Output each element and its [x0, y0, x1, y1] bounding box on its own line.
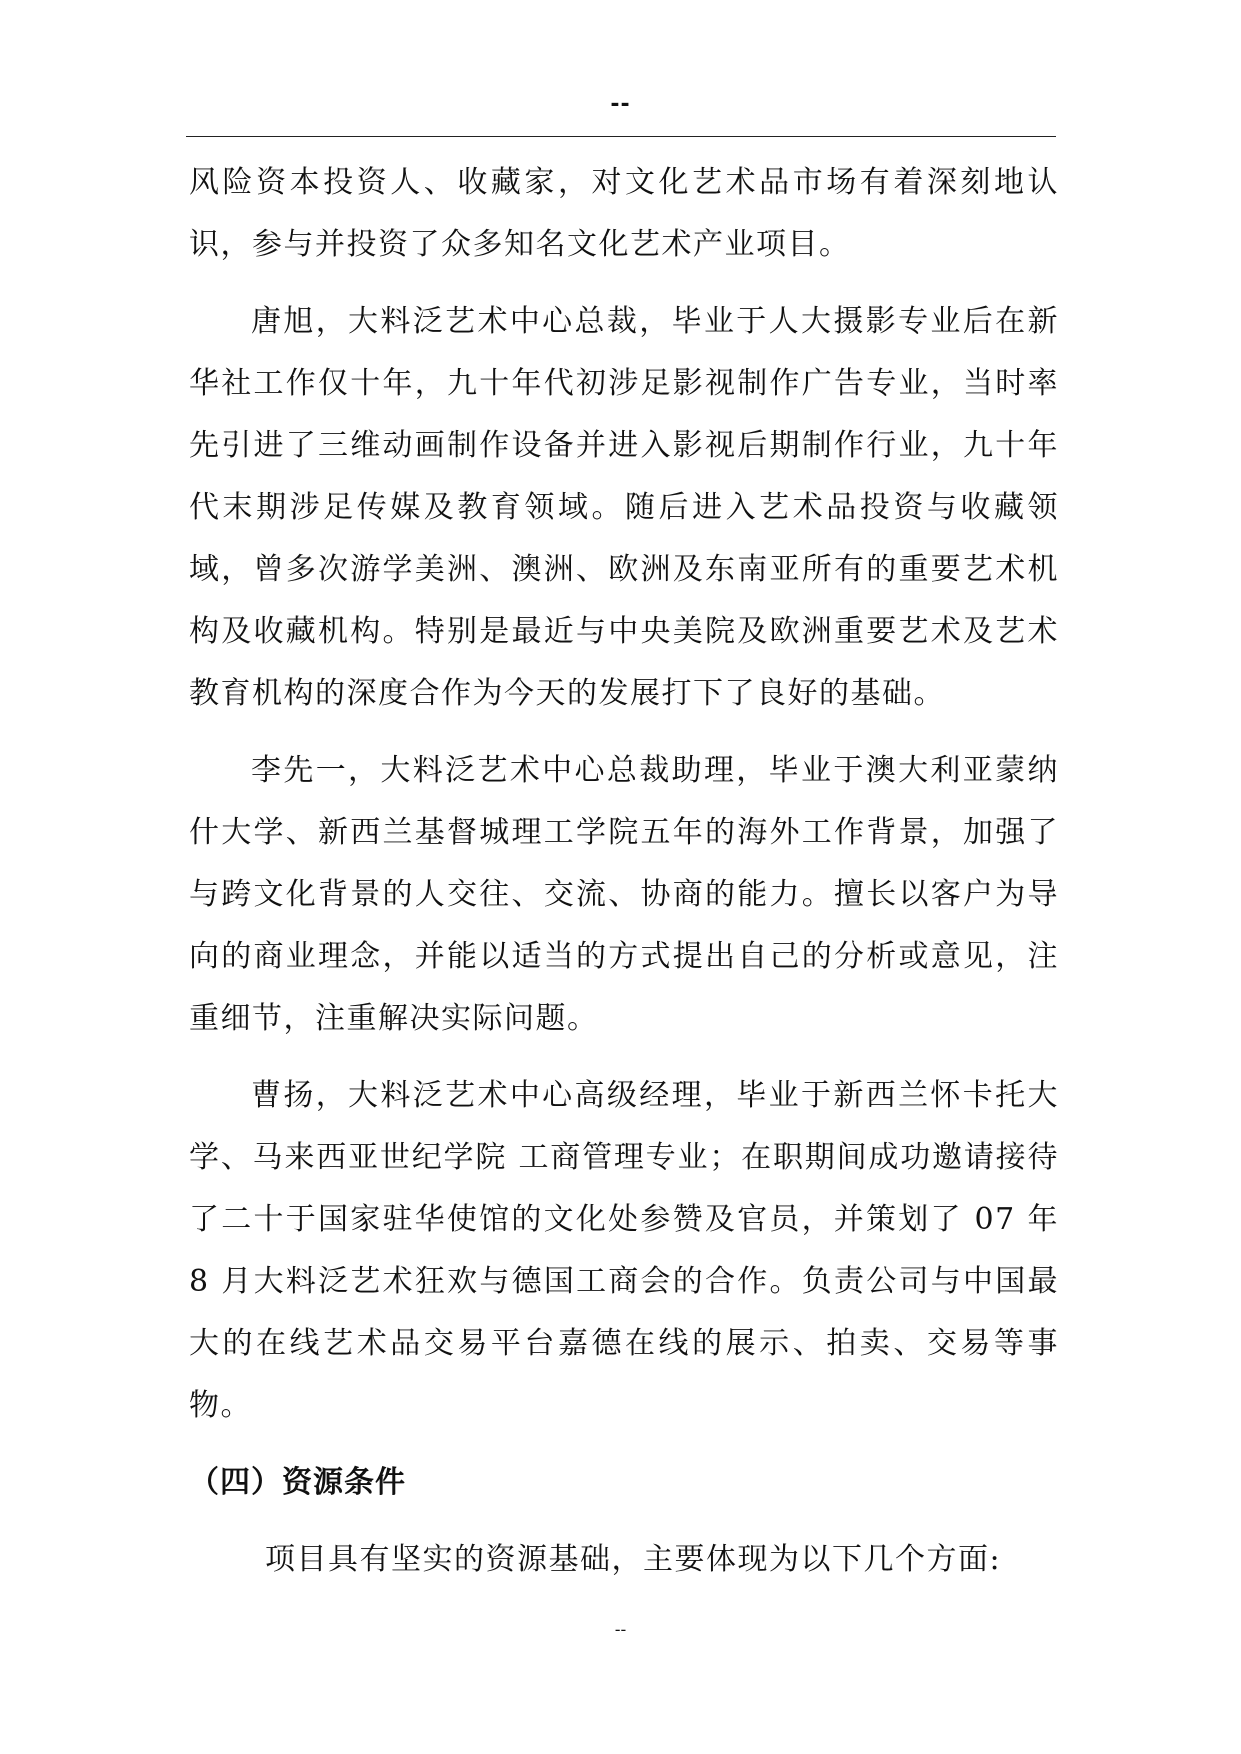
document-body [189, 152, 1059, 1591]
paragraph-tang-xu: 唐旭，大料泛艺术中心总裁，毕业于人大摄影专业后在新华社工作仅十年，九十年代初涉足影视制作广告专业，当时率先引进了三维动画制作设备并进入影视后期制作行业，九十年代末期涉足传媒及教育领域。随后进入艺术品投资与收藏领域，曾多次游学美洲、澳洲、欧洲及东南亚所有的重要艺术机构及收藏机构。特别是最近与中央美院及欧洲重要艺术及艺术教育机构的深度合作为今天的发展打下了良好的基础。 [189, 304, 1059, 711]
paragraph-li-xianyi: 李先一，大料泛艺术中心总裁助理，毕业于澳大利亚蒙纳什大学、新西兰基督城理工学院五年的海外工作背景，加强了与跨文化背景的人交往、交流、协商的能力。擅长以客户为导向的商业理念，并能以适当的方式提出自己的分析或意见，注重细节，注重解决实际问题。 [189, 753, 1059, 1036]
page-footer-mark: -- [614, 1620, 627, 1639]
page-header-mark: -- [610, 92, 631, 117]
section-intro: 项目具有坚实的资源基础，主要体现为以下几个方面: [265, 1542, 1002, 1577]
paragraph-gap [189, 725, 1059, 740]
paragraph-continuation: 风险资本投资人、收藏家，对文化艺术品市场有着深刻地认识，参与并投资了众多知名文化艺术产业项目。 [189, 165, 1059, 262]
header-divider [186, 136, 1056, 137]
section-heading: （四）资源条件 [189, 1465, 406, 1500]
paragraph-gap [189, 1514, 1059, 1529]
paragraph-gap [189, 276, 1059, 291]
paragraph-cao-yang: 曹扬，大料泛艺术中心高级经理，毕业于新西兰怀卡托大学、马来西亚世纪学院 工商管理专业；在职期间成功邀请接待了二十于国家驻华使馆的文化处参赞及官员，并策划了 07 年 8 月大料泛艺术狂欢与德国工商会的合作。负责公司与中国最大的在线艺术品交易平台嘉德在线的展示、拍卖、交易等事物。 [189, 1078, 1059, 1423]
paragraph-gap [189, 1437, 1059, 1452]
paragraph-gap [189, 1050, 1059, 1065]
